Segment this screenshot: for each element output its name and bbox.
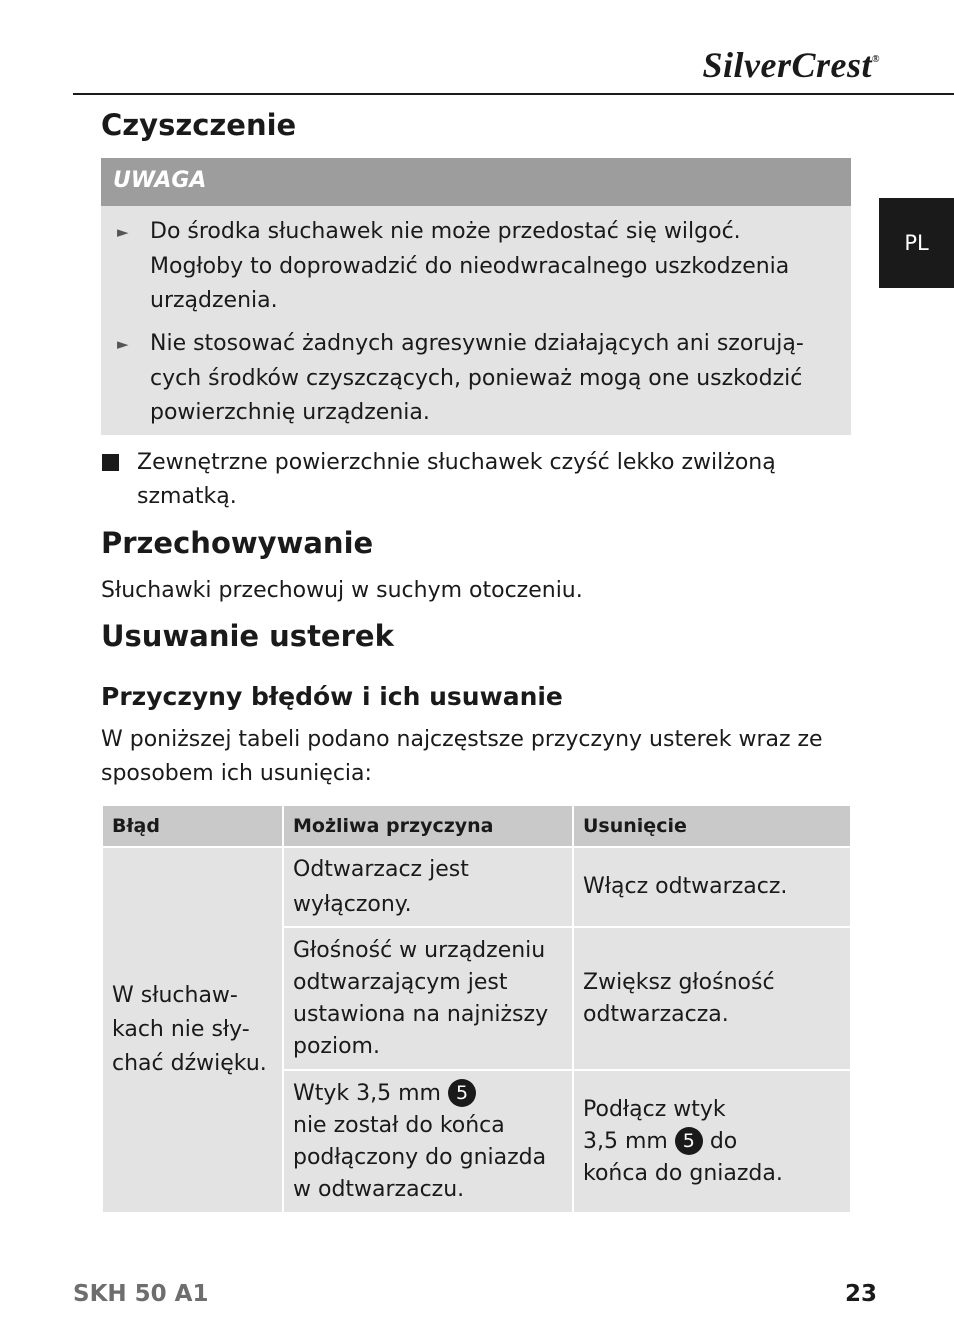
troubleshooting-table: [101, 804, 852, 1214]
arrow-bullet-icon: ►: [117, 223, 129, 241]
troubleshooting-intro: W poniższej tabeli podano najczęstsze przyczyny usterek wraz ze sposobem ich usunięcia:: [101, 727, 823, 786]
table-header-row: [102, 805, 851, 847]
table-row: [102, 847, 851, 927]
cause-cell: Odtwarzacz jest wyłączony.: [283, 847, 573, 927]
storage-text: Słuchawki przechowuj w suchym otoczeniu.: [101, 578, 583, 603]
header-rule: [73, 93, 954, 95]
warning-box: ► Do środka słuchawek nie może przedostać się wilgoć. Mogłoby to doprowadzić do nieodwracalnego uszkodzenia urządzenia. ► Nie stosować żadnych agresywnie działających ani szorują- cych środków czyszczących, ponieważ mogą one uszkodzić powierzchnię urządzenia.: [101, 206, 851, 435]
column-header-fault: Błąd: [102, 805, 283, 847]
section-title-troubleshooting: Usuwanie usterek: [101, 619, 394, 653]
section-title-storage: Przechowywanie: [101, 526, 374, 560]
column-header-cause: Możliwa przyczyna: [283, 805, 573, 847]
part-reference-badge: 5: [448, 1079, 476, 1107]
footer-model-number: SKH 50 A1: [73, 1281, 209, 1307]
subsection-title: Przyczyny błędów i ich usuwanie: [101, 682, 563, 711]
remedy-cell: Włącz odtwarzacz.: [573, 847, 851, 927]
remedy-cell: Zwiększ głośność odtwarzacza.: [573, 927, 851, 1070]
section-title-cleaning: Czyszczenie: [101, 108, 297, 142]
language-tab: PL: [879, 198, 954, 288]
footer-page-number: 23: [845, 1281, 878, 1307]
square-bullet-icon: [102, 454, 119, 471]
cause-cell: Wtyk 3,5 mm 5 nie został do końca podłączony do gniazda w odtwarzaczu.: [283, 1070, 573, 1213]
brand-logo: SilverCrest®: [702, 45, 880, 85]
arrow-bullet-icon: ►: [117, 335, 129, 353]
column-header-remedy: Usunięcie: [573, 805, 851, 847]
fault-cell: W słuchaw- kach nie sły- chać dźwięku.: [102, 847, 283, 1213]
cause-cell: Głośność w urządzeniu odtwarzającym jest ustawiona na najniższy poziom.: [283, 927, 573, 1070]
remedy-cell: Podłącz wtyk 3,5 mm 5 do końca do gniazda.: [573, 1070, 851, 1213]
part-reference-badge: 5: [675, 1127, 703, 1155]
warning-header: UWAGA: [101, 158, 851, 206]
